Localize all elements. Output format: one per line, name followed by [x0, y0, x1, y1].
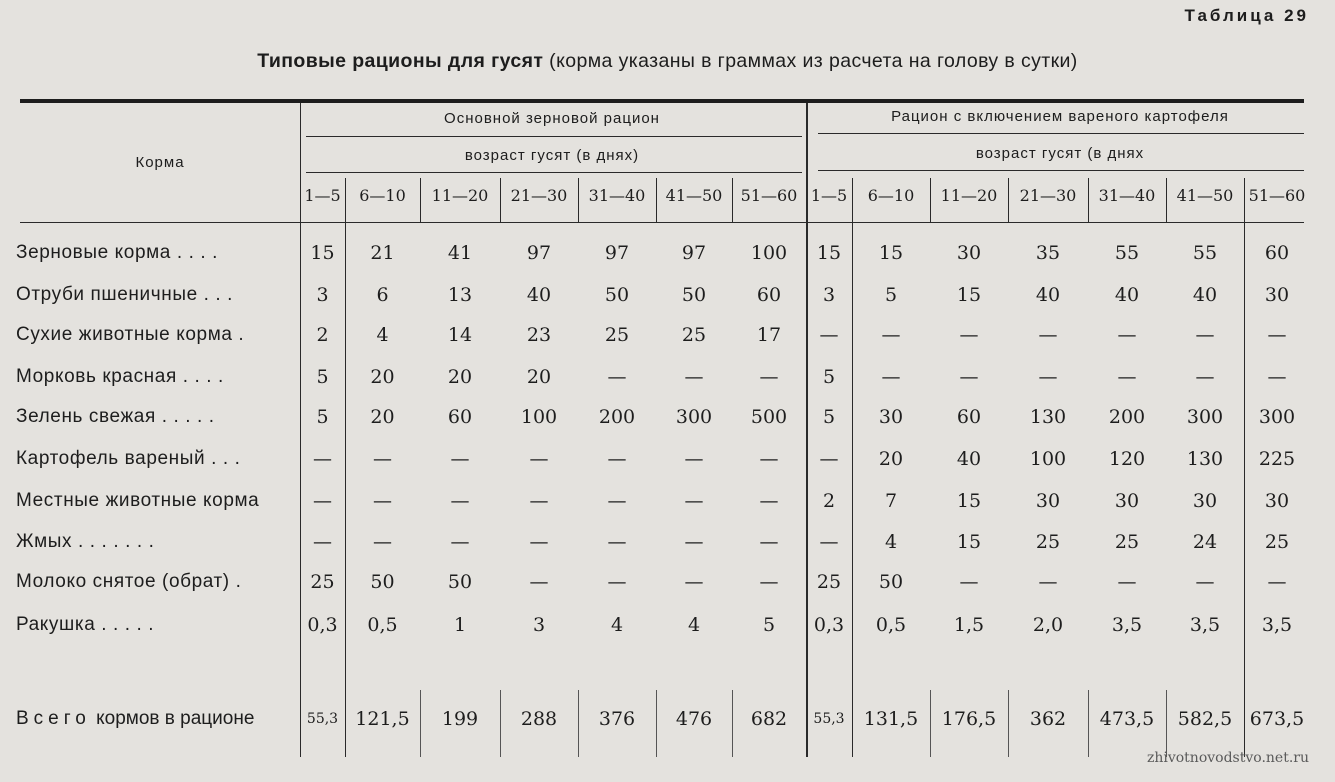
table-cell: 60 — [756, 284, 782, 306]
table-cell: — — [1267, 324, 1287, 346]
table-cell: — — [1267, 366, 1287, 388]
group2-title: Рацион с включением вареного картофеля — [891, 108, 1229, 125]
table-cell: 50 — [604, 284, 630, 306]
table-cell: 0,3 — [307, 614, 338, 636]
table-cell: 200 — [598, 406, 636, 428]
total-label-rest: кормов в рационе — [96, 708, 255, 729]
table-cell: 40 — [956, 448, 982, 470]
table-cell: 130 — [1186, 448, 1224, 470]
table-cell: — — [684, 366, 704, 388]
total-cell: 131,5 — [863, 708, 919, 730]
table-cell: — — [1038, 571, 1058, 593]
table-cell: — — [607, 571, 627, 593]
table-cell: 30 — [1264, 490, 1290, 512]
table-cell: 3,5 — [1111, 614, 1143, 636]
row-label: Морковь красная . . . . — [16, 366, 224, 387]
title-note: (корма указаны в граммах из расчета на голову в сутки) — [549, 50, 1078, 72]
table-cell: 41 — [447, 242, 473, 264]
total-cell: 582,5 — [1177, 708, 1233, 730]
table-cell: 3 — [316, 284, 329, 306]
table-cell: 4 — [687, 614, 701, 636]
table-cell: 20 — [447, 366, 473, 388]
table-cell: — — [819, 448, 839, 470]
table-cell: 97 — [604, 242, 630, 264]
feed-column-header: Корма — [135, 154, 185, 171]
total-label — [16, 702, 300, 736]
table-cell: 3,5 — [1261, 614, 1293, 636]
table-cell: 13 — [447, 284, 473, 306]
age-header-g1-7: 51—60 — [740, 186, 798, 205]
total-cell: 682 — [750, 708, 788, 730]
table-cell: 14 — [447, 324, 473, 346]
table-cell: 25 — [1114, 531, 1140, 553]
table-cell: 24 — [1192, 531, 1218, 553]
table-cell: 120 — [1108, 448, 1146, 470]
table-cell: — — [1117, 571, 1137, 593]
table-cell: 40 — [1192, 284, 1218, 306]
row-label: Жмых . . . . . . . — [16, 531, 155, 552]
table-cell: — — [450, 490, 470, 512]
table-cell: 25 — [310, 571, 335, 593]
total-cell: 199 — [441, 708, 479, 730]
table-cell: 40 — [1114, 284, 1140, 306]
table-cell: 0,3 — [813, 614, 845, 636]
table-cell: 0,5 — [367, 614, 398, 636]
table-cell: 3 — [532, 614, 546, 636]
table-cell: 15 — [878, 242, 904, 264]
table-cell: — — [684, 490, 704, 512]
table-cell: 55 — [1114, 242, 1140, 264]
table-cell: 50 — [370, 571, 395, 593]
title-main: Типовые рационы для гусят — [257, 50, 544, 72]
table-cell: 17 — [756, 324, 782, 346]
table-cell: 15 — [956, 284, 982, 306]
table-cell: — — [373, 490, 392, 512]
table-cell: 30 — [1035, 490, 1061, 512]
table-cell: 3,5 — [1189, 614, 1221, 636]
total-cell: 288 — [520, 708, 558, 730]
table-cell: 15 — [310, 242, 335, 264]
table-cell: 5 — [316, 406, 329, 428]
row-label: Зелень свежая . . . . . — [16, 406, 215, 427]
table-cell: 2 — [316, 324, 329, 346]
table-cell: — — [759, 531, 779, 553]
table-cell: — — [607, 531, 627, 553]
total-cell: 362 — [1029, 708, 1067, 730]
table-cell: — — [607, 366, 627, 388]
table-cell: — — [684, 448, 704, 470]
total-cell: 55,3 — [306, 711, 339, 727]
group2-subtitle: возраст гусят (в днях — [975, 145, 1145, 162]
table-cell: 20 — [370, 406, 395, 428]
table-cell: 4 — [884, 531, 898, 553]
group1-title-rule — [306, 136, 802, 137]
table-cell: 300 — [1258, 406, 1296, 428]
table-cell: — — [529, 490, 549, 512]
table-cell: — — [529, 571, 549, 593]
watermark: zhivotnovodstvo.net.ru — [1146, 750, 1309, 766]
table-cell: 60 — [447, 406, 473, 428]
age-header-g2-5: 31—40 — [1098, 186, 1156, 205]
table-cell: — — [759, 366, 779, 388]
table-cell: 500 — [750, 406, 788, 428]
age-header-g1-1: 1—5 — [304, 186, 341, 205]
table-cell: 2,0 — [1032, 614, 1064, 636]
total-cell: 473,5 — [1099, 708, 1155, 730]
table-cell: — — [529, 448, 549, 470]
table-cell: 5 — [822, 406, 836, 428]
table-cell: 1,5 — [953, 614, 985, 636]
table-cell: 15 — [956, 490, 982, 512]
table-cell: 60 — [956, 406, 982, 428]
table-number: Таблица 29 — [1184, 6, 1309, 25]
table-cell: 5 — [762, 614, 776, 636]
table-cell: 25 — [604, 324, 630, 346]
total-cell: 476 — [675, 708, 713, 730]
table-cell: — — [313, 490, 332, 512]
age-header-g1-3: 11—20 — [431, 186, 489, 205]
table-cell: 97 — [526, 242, 552, 264]
table-cell: — — [759, 490, 779, 512]
row-label: Местные животные корма — [16, 490, 260, 511]
row-label: Молоко снятое (обрат) . — [16, 571, 242, 592]
table-cell: 40 — [1035, 284, 1061, 306]
table-cell: — — [373, 448, 392, 470]
table-cell: — — [684, 571, 704, 593]
group1-subtitle: возраст гусят (в днях) — [464, 147, 640, 164]
table-cell: — — [1195, 366, 1215, 388]
table-cell: 23 — [526, 324, 552, 346]
table-cell: 15 — [816, 242, 842, 264]
row-label: Ракушка . . . . . — [16, 614, 155, 635]
group2-subtitle-rule — [818, 170, 1304, 171]
total-cell: 55,3 — [813, 711, 845, 727]
table-cell: 50 — [681, 284, 707, 306]
table-cell: — — [450, 531, 470, 553]
total-cell: 176,5 — [941, 708, 997, 730]
table-cell: 20 — [370, 366, 395, 388]
total-label-spaced: Всего — [16, 708, 91, 729]
table-cell: 5 — [884, 284, 898, 306]
header-rule — [20, 222, 1304, 223]
age-header-g2-7: 51—60 — [1248, 186, 1306, 205]
table-cell: — — [819, 324, 839, 346]
group2-title-rule — [818, 133, 1304, 134]
table-cell: 25 — [1035, 531, 1061, 553]
row-label: Зерновые корма . . . . — [16, 242, 218, 263]
age-header-g2-1: 1—5 — [810, 186, 848, 205]
table-cell: 6 — [376, 284, 389, 306]
table-cell: — — [959, 366, 979, 388]
table-cell: — — [959, 324, 979, 346]
age-header-g2-2: 6—10 — [867, 186, 915, 205]
table-cell: — — [1267, 571, 1287, 593]
table-cell: 20 — [878, 448, 904, 470]
table-cell: 5 — [822, 366, 836, 388]
age-header-g1-6: 41—50 — [665, 186, 723, 205]
table-cell: 15 — [956, 531, 982, 553]
table-cell: 4 — [376, 324, 389, 346]
table-cell: — — [373, 531, 392, 553]
age-header-g2-6: 41—50 — [1176, 186, 1234, 205]
group1-subtitle-rule — [306, 172, 802, 173]
table-cell: 55 — [1192, 242, 1218, 264]
total-cell: 673,5 — [1249, 708, 1305, 730]
table-cell: — — [313, 531, 332, 553]
table-title — [0, 50, 1335, 73]
table-cell: 30 — [878, 406, 904, 428]
table-cell: — — [1038, 324, 1058, 346]
total-cell: 121,5 — [355, 708, 410, 730]
table-cell: — — [529, 531, 549, 553]
table-cell: 1 — [453, 614, 467, 636]
table-cell: 25 — [1264, 531, 1290, 553]
table-cell: 4 — [610, 614, 624, 636]
table-cell: 30 — [1114, 490, 1140, 512]
table-cell: 100 — [1029, 448, 1067, 470]
table-cell: 21 — [370, 242, 395, 264]
table-cell: — — [607, 490, 627, 512]
table-cell: 60 — [1264, 242, 1290, 264]
table-cell: 100 — [520, 406, 558, 428]
table-cell: — — [607, 448, 627, 470]
table-cell: — — [881, 366, 901, 388]
table-cell: 30 — [1192, 490, 1218, 512]
table-cell: 30 — [1264, 284, 1290, 306]
group1-title: Основной зерновой рацион — [444, 110, 660, 127]
table-cell: — — [1117, 324, 1137, 346]
table-cell: — — [313, 448, 332, 470]
table-cell: — — [1195, 324, 1215, 346]
total-cell: 376 — [598, 708, 636, 730]
table-cell: 20 — [526, 366, 552, 388]
table-cell: — — [1038, 366, 1058, 388]
age-header-g2-3: 11—20 — [940, 186, 998, 205]
row-label: Картофель вареный . . . — [16, 448, 241, 469]
table-cell: 200 — [1108, 406, 1146, 428]
table-cell: 97 — [681, 242, 707, 264]
table-cell: 25 — [681, 324, 707, 346]
row-label: Сухие животные корма . — [16, 324, 245, 345]
table-cell: 40 — [526, 284, 552, 306]
table-cell: 100 — [750, 242, 788, 264]
table-cell: 50 — [447, 571, 473, 593]
table-cell: 0,5 — [875, 614, 907, 636]
table-cell: 7 — [884, 490, 898, 512]
age-header-g1-5: 31—40 — [588, 186, 646, 205]
table-cell: — — [759, 571, 779, 593]
table-cell: 50 — [878, 571, 904, 593]
table-cell: 30 — [956, 242, 982, 264]
table-cell: 2 — [822, 490, 836, 512]
age-header-g1-4: 21—30 — [510, 186, 568, 205]
table-cell: 130 — [1029, 406, 1067, 428]
table-cell: 5 — [316, 366, 329, 388]
age-header-g2-4: 21—30 — [1019, 186, 1077, 205]
table-cell: — — [1195, 571, 1215, 593]
table-cell: 3 — [822, 284, 836, 306]
table-cell: — — [1117, 366, 1137, 388]
top-rule — [20, 99, 1304, 103]
table-cell: 35 — [1035, 242, 1061, 264]
table-cell: — — [819, 531, 839, 553]
table-cell: — — [684, 531, 704, 553]
table-cell: — — [759, 448, 779, 470]
table-cell: — — [450, 448, 470, 470]
table-cell: 300 — [1186, 406, 1224, 428]
age-header-g1-2: 6—10 — [359, 186, 406, 205]
table-cell: — — [881, 324, 901, 346]
row-label: Отруби пшеничные . . . — [16, 284, 234, 305]
table-cell: — — [959, 571, 979, 593]
table-cell: 25 — [816, 571, 842, 593]
table-cell: 225 — [1258, 448, 1296, 470]
table-cell: 300 — [675, 406, 713, 428]
